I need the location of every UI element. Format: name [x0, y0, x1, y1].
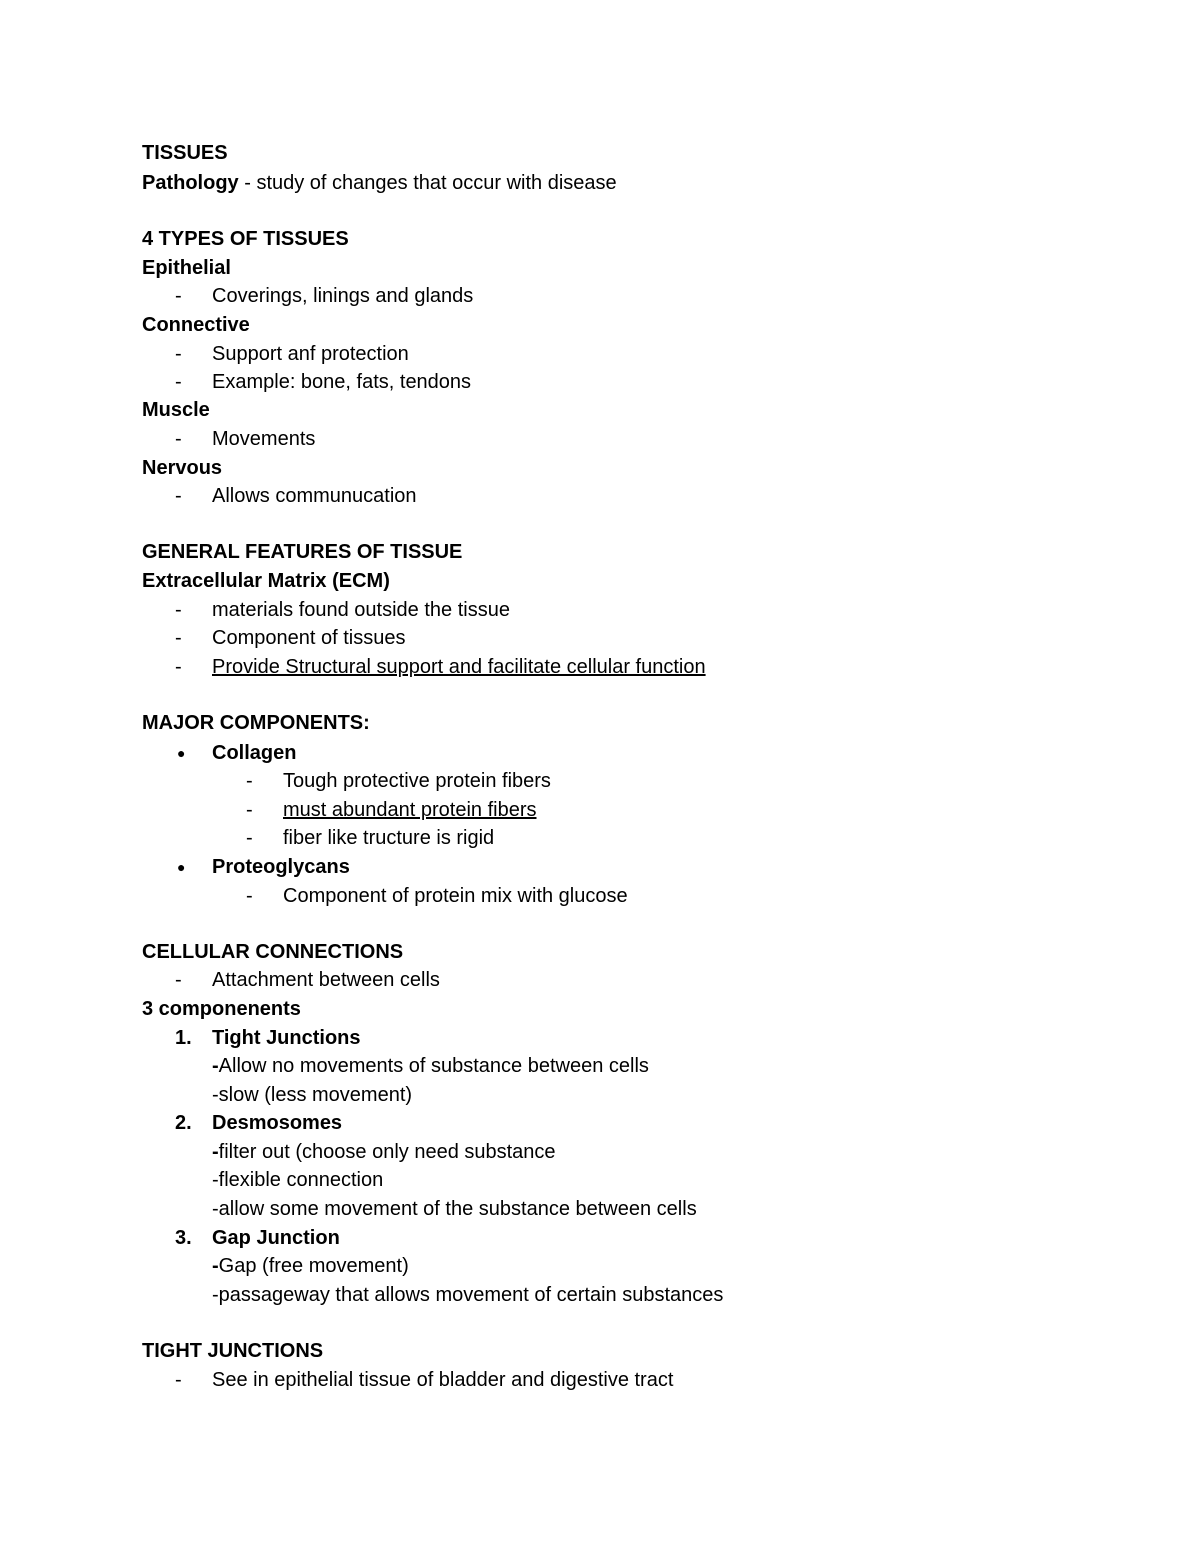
- list-item: Support anf protection: [212, 343, 409, 365]
- desmosomes-label: Desmosomes: [212, 1112, 343, 1134]
- muscle-label: Muscle: [142, 399, 210, 421]
- dash-marker: -: [246, 827, 253, 849]
- list-item: Attachment between cells: [212, 969, 440, 991]
- pathology-text: - study of changes that occur with disease: [238, 172, 617, 194]
- list-item: Component of protein mix with glucose: [283, 885, 628, 907]
- note-line: -flexible connection: [212, 1169, 384, 1191]
- dash-marker: -: [175, 371, 182, 393]
- dash-marker: -: [175, 1369, 182, 1391]
- cellular-heading: CELLULAR CONNECTIONS: [142, 941, 404, 963]
- dash-marker: -: [246, 799, 253, 821]
- general-heading: GENERAL FEATURES OF TISSUE: [142, 541, 463, 563]
- list-number: 2.: [175, 1112, 192, 1134]
- dash-marker: -: [175, 599, 182, 621]
- list-item: fiber like tructure is rigid: [283, 827, 495, 849]
- collagen-label: Collagen: [212, 742, 297, 764]
- dash-marker: -: [175, 485, 182, 507]
- pathology-definition: [142, 169, 617, 197]
- list-item: materials found outside the tissue: [212, 599, 510, 621]
- note-line: -Gap (free movement): [212, 1255, 409, 1277]
- note-line: -Allow no movements of substance between cells: [212, 1055, 649, 1077]
- dash-marker: -: [175, 428, 182, 450]
- list-item: Example: bone, fats, tendons: [212, 371, 472, 393]
- bullet-icon: ●: [177, 859, 186, 875]
- tight-junctions-label: Tight Junctions: [212, 1027, 361, 1049]
- doc-title: TISSUES: [142, 142, 228, 164]
- dash-marker: -: [246, 885, 253, 907]
- bullet-icon: ●: [177, 745, 186, 761]
- dash-marker: -: [175, 627, 182, 649]
- components-subheading: 3 componenents: [142, 998, 301, 1020]
- list-item: See in epithelial tissue of bladder and digestive tract: [212, 1369, 674, 1391]
- nervous-label: Nervous: [142, 457, 223, 479]
- note-line: -filter out (choose only need substance: [212, 1141, 556, 1163]
- list-item: Allows communucation: [212, 485, 417, 507]
- list-number: 1.: [175, 1027, 192, 1049]
- list-item: Coverings, linings and glands: [212, 285, 474, 307]
- tight-junctions-heading: TIGHT JUNCTIONS: [142, 1340, 324, 1362]
- list-item: Tough protective protein fibers: [283, 770, 551, 792]
- list-item-underlined: must abundant protein fibers: [283, 799, 537, 821]
- dash-marker: -: [175, 285, 182, 307]
- ecm-title: Extracellular Matrix (ECM): [142, 570, 390, 592]
- note-line: -passageway that allows movement of certain substances: [212, 1284, 724, 1306]
- dash-marker: -: [175, 656, 182, 678]
- dash-marker: -: [175, 969, 182, 991]
- pathology-term: Pathology: [142, 172, 239, 194]
- note-line: -allow some movement of the substance between cells: [212, 1198, 697, 1220]
- list-item: Component of tissues: [212, 627, 406, 649]
- major-heading: MAJOR COMPONENTS:: [142, 712, 370, 734]
- list-item: Movements: [212, 428, 316, 450]
- note-line: -slow (less movement): [212, 1084, 413, 1106]
- connective-label: Connective: [142, 314, 250, 336]
- list-number: 3.: [175, 1227, 192, 1249]
- dash-marker: -: [175, 343, 182, 365]
- types-heading: 4 TYPES OF TISSUES: [142, 228, 349, 250]
- dash-marker: -: [246, 770, 253, 792]
- epithelial-label: Epithelial: [142, 257, 231, 279]
- gap-junction-label: Gap Junction: [212, 1227, 340, 1249]
- list-item-underlined: Provide Structural support and facilitate cellular function: [212, 656, 706, 678]
- proteoglycans-label: Proteoglycans: [212, 856, 350, 878]
